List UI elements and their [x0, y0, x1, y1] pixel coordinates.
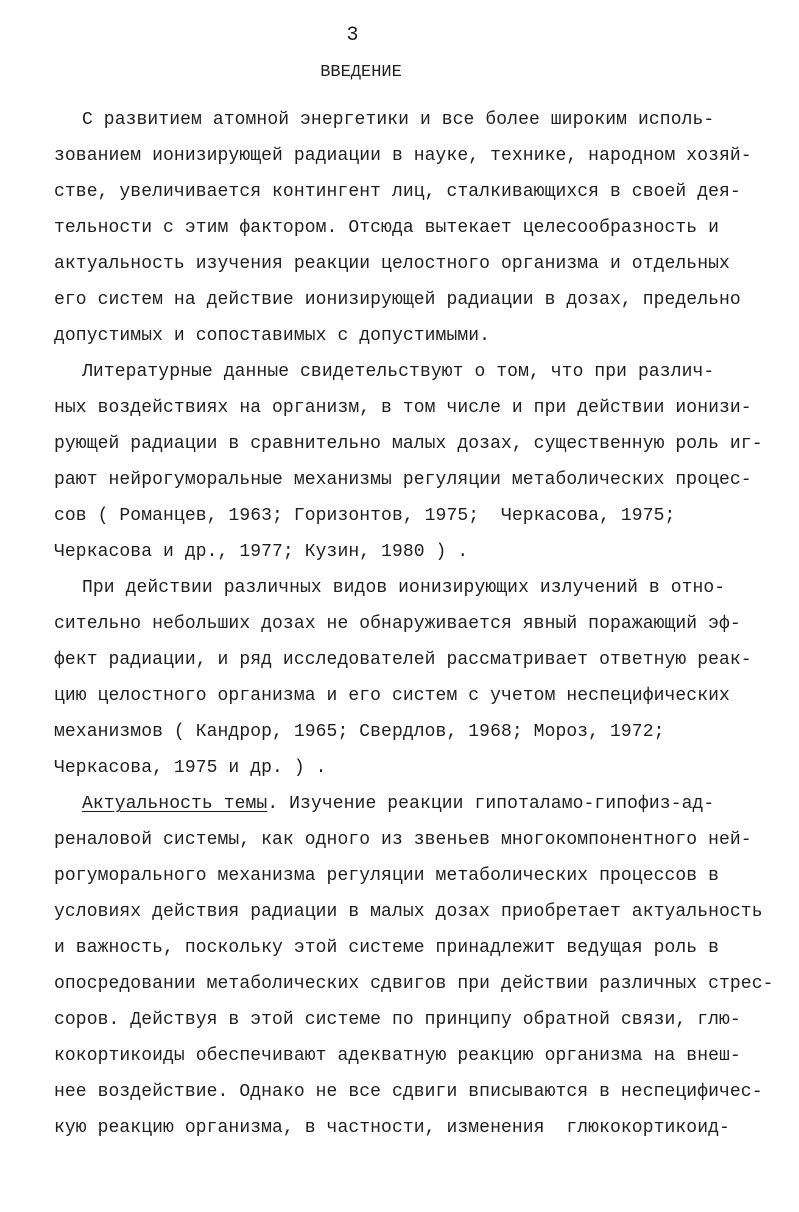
paragraph	[54, 790, 774, 1150]
text-line: цию целостного организма и его систем с учетом неспецифических	[54, 686, 730, 706]
text-line: зованием ионизирующей радиации в науке, технике, народном хозяй-	[54, 146, 752, 166]
paragraph	[54, 106, 774, 358]
lead-rest: . Изучение реакции гипоталамо-гипофиз-ад-	[267, 794, 715, 814]
text-line: сительно небольших дозах не обнаруживается явный поражающий эф-	[54, 614, 741, 634]
text-line: реналовой системы, как одного из звеньев многокомпонентного ней-	[54, 830, 752, 850]
body-text	[54, 106, 774, 1150]
text-line: актуальность изучения реакции целостного организма и отдельных	[54, 254, 730, 274]
text-line: его систем на действие ионизирующей радиации в дозах, предельно	[54, 290, 741, 310]
text-line: кокортикоиды обеспечивают адекватную реакцию организма на внеш-	[54, 1046, 741, 1066]
text-line: Черкасова, 1975 и др. ) .	[54, 758, 327, 778]
text-line: рующей радиации в сравнительно малых дозах, существенную роль иг-	[54, 434, 763, 454]
text-line: допустимых и сопоставимых с допустимыми.	[54, 326, 491, 346]
text-line: сов ( Романцев, 1963; Горизонтов, 1975; Черкасова, 1975;	[54, 506, 676, 526]
page-number: 3	[346, 24, 359, 47]
text-line: рогуморального механизма регуляции метаболических процессов в	[54, 866, 720, 886]
text-line: фект радиации, и ряд исследователей рассматривает ответную реак-	[54, 650, 752, 670]
underlined-lead: Актуальность темы	[82, 794, 268, 814]
text-line: Литературные данные свидетельствуют о том, что при различ-	[82, 362, 715, 382]
text-line: тельности с этим фактором. Отсюда вытекает целесообразность и	[54, 218, 720, 238]
text-line: соров. Действуя в этой системе по принципу обратной связи, глю-	[54, 1010, 741, 1030]
text-line: нее воздействие. Однако не все сдвиги вписываются в неспецифичес-	[54, 1082, 763, 1102]
text-line: кую реакцию организма, в частности, изменения глюкокортикоид-	[54, 1118, 730, 1138]
text-line	[54, 790, 774, 826]
text-line: условиях действия радиации в малых дозах приобретает актуальность	[54, 902, 763, 922]
text-line: При действии различных видов ионизирующих излучений в отно-	[82, 578, 726, 598]
paragraph	[54, 358, 774, 574]
text-line: стве, увеличивается контингент лиц, сталкивающихся в своей дея-	[54, 182, 741, 202]
text-line: ных воздействиях на организм, в том числе и при действии ионизи-	[54, 398, 752, 418]
text-line: механизмов ( Кандрор, 1965; Свердлов, 1968; Мороз, 1972;	[54, 722, 665, 742]
text-line: рают нейрогуморальные механизмы регуляции метаболических процес-	[54, 470, 752, 490]
text-line: и важность, поскольку этой системе принадлежит ведущая роль в	[54, 938, 720, 958]
text-line: Черкасова и др., 1977; Кузин, 1980 ) .	[54, 542, 469, 562]
section-heading: ВВЕДЕНИЕ	[320, 63, 402, 82]
text-line: опосредовании метаболических сдвигов при действии различных стрес-	[54, 974, 774, 994]
text-line: С развитием атомной энергетики и все более широким исполь-	[82, 110, 715, 130]
paragraph	[54, 574, 774, 790]
